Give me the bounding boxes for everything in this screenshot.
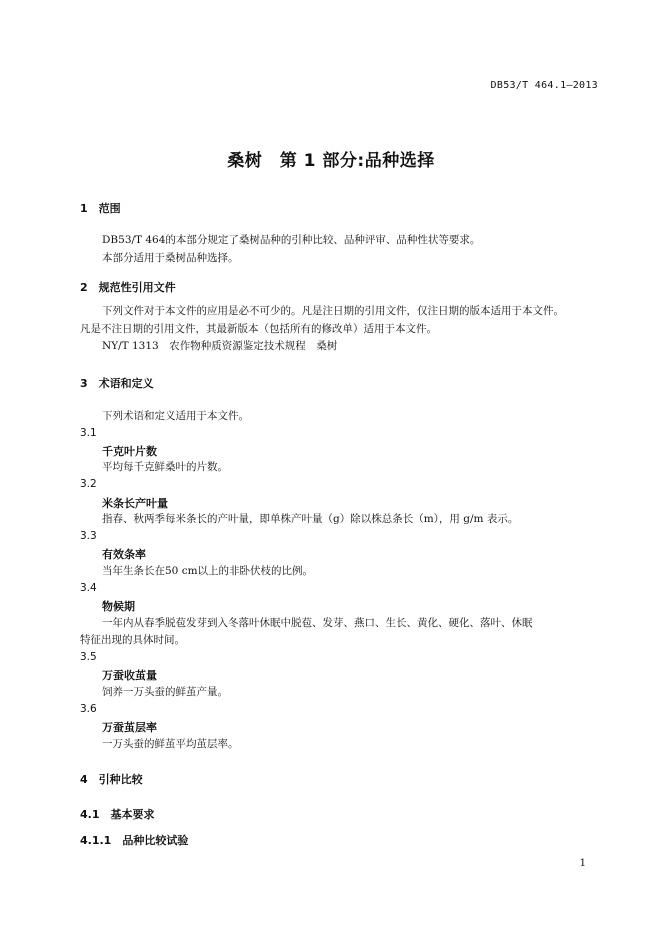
term-definition: 一万头蚕的鲜茧平均茧层率。 bbox=[102, 738, 239, 750]
page-number: 1 bbox=[579, 858, 586, 869]
term-number: 3.2 bbox=[80, 478, 97, 490]
term-name: 米条长产叶量 bbox=[102, 497, 168, 510]
section-3-intro: 下列术语和定义适用于本文件。 bbox=[102, 410, 249, 422]
term-number: 3.3 bbox=[80, 530, 97, 542]
section-1-heading: 1 范围 bbox=[80, 202, 121, 215]
term-name: 万蚕收茧量 bbox=[102, 669, 157, 682]
term-name: 物候期 bbox=[102, 600, 135, 613]
section-4-heading: 4 引种比较 bbox=[80, 773, 143, 786]
subsection-4-1-1-heading: 4.1.1 品种比较试验 bbox=[80, 834, 189, 847]
term-number: 3.5 bbox=[80, 651, 97, 663]
term-definition-continued: 特征出现的具体时间。 bbox=[80, 634, 185, 646]
term-definition: 一年内从春季脱苞发芽到入冬落叶休眠中脱苞、发芽、燕口、生长、黄化、硬化、落叶、休眠 bbox=[102, 617, 533, 629]
term-name: 千克叶片数 bbox=[102, 445, 157, 458]
term-name: 万蚕茧层率 bbox=[102, 721, 157, 734]
section-2-paragraph-line-2: 凡是不注日期的引用文件，其最新版本（包括所有的修改单）适用于本文件。 bbox=[80, 323, 437, 335]
normative-reference: NY/T 1313 农作物种质资源鉴定技术规程 桑树 bbox=[102, 340, 338, 352]
term-definition: 饲养一万头蚕的鲜茧产量。 bbox=[102, 686, 228, 698]
term-name: 有效条率 bbox=[102, 548, 146, 561]
section-3-heading: 3 术语和定义 bbox=[80, 377, 154, 390]
section-2-paragraph-line-1: 下列文件对于本文件的应用是必不可少的。凡是注日期的引用文件，仅注日期的版本适用于本文件。 bbox=[102, 305, 564, 317]
page-title: 桑树 第 1 部分:品种选择 bbox=[227, 151, 435, 171]
term-number: 3.1 bbox=[80, 427, 97, 439]
section-1-paragraph-2: 本部分适用于桑树品种选择。 bbox=[102, 252, 239, 264]
term-definition: 当年生条长在50 cm以上的非卧伏枝的比例。 bbox=[102, 565, 314, 577]
term-number: 3.4 bbox=[80, 582, 97, 594]
subsection-4-1-heading: 4.1 基本要求 bbox=[80, 808, 155, 821]
term-definition: 平均每千克鲜桑叶的片数。 bbox=[102, 461, 228, 473]
section-1-paragraph-1: DB53/T 464的本部分规定了桑树品种的引种比较、品种评审、品种性状等要求。 bbox=[102, 234, 481, 246]
document-id: DB53/T 464.1—2013 bbox=[490, 80, 598, 91]
term-number: 3.6 bbox=[80, 703, 97, 715]
section-2-heading: 2 规范性引用文件 bbox=[80, 281, 176, 294]
term-definition: 指春、秋两季每米条长的产叶量，即单株产叶量（g）除以株总条长（m），用 g/m 表示。 bbox=[102, 513, 519, 525]
